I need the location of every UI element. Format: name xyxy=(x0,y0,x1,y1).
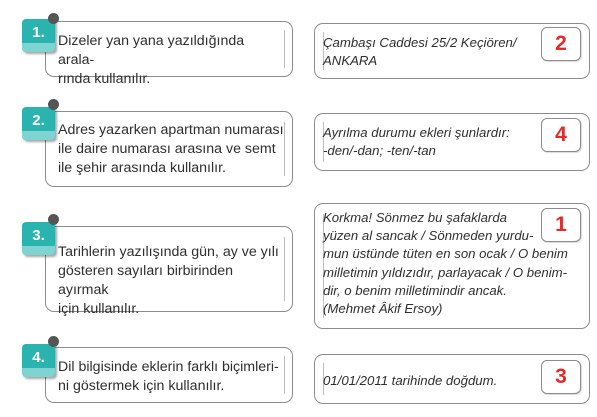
statement-text-2: Adres yazarken apartman numarası ile daire numarası arasına ve semt ile şehir arasında kullanılır. xyxy=(58,122,284,176)
pin-dot-4 xyxy=(48,336,59,347)
statement-card-3 xyxy=(45,226,293,317)
pin-dot-2 xyxy=(48,99,59,110)
example-text-1: Çambaşı Caddesi 25/2 Keçiören/ ANKARA xyxy=(323,35,517,69)
example-text-3: Korkma! Sönmez bu şafaklarda yüzen al sancak / Sönmeden yurdu- mun üstünde tüten en son ocak / O benim milletimin yıldızıdır, parlayacak / O benim- dir, o benim milletimindir ancak. (Mehmet Âkif Ersoy) xyxy=(323,210,568,317)
statement-text-4: Dil bilgisinde eklerin farklı biçimleri- ni göstermek için kullanılır. xyxy=(58,359,279,394)
pin-dot-1 xyxy=(48,13,59,24)
statement-card-2 xyxy=(45,111,293,187)
answer-badge-4: 3 xyxy=(541,360,581,394)
number-tab-3: 3. xyxy=(22,222,55,255)
answer-badge-1: 2 xyxy=(541,27,581,61)
answer-badge-3: 1 xyxy=(541,208,581,242)
statement-divider-1 xyxy=(284,30,285,68)
statement-divider-4 xyxy=(284,356,285,394)
statement-text-1: Dizeler yan yana yazıldığında arala- rında kullanılır. xyxy=(58,33,245,87)
statement-card-1 xyxy=(45,21,293,87)
pin-dot-3 xyxy=(48,214,59,225)
number-tab-1: 1. xyxy=(22,19,55,52)
example-text-2: Ayrılma durumu ekleri şunlardır: -den/-dan; -ten/-tan xyxy=(323,125,510,159)
statement-divider-2 xyxy=(284,122,285,176)
statement-divider-3 xyxy=(284,237,285,301)
number-tab-2: 2. xyxy=(22,107,55,140)
number-tab-4: 4. xyxy=(22,344,55,377)
answer-badge-2: 4 xyxy=(541,118,581,152)
example-text-4: 01/01/2011 tarihinde doğdum. xyxy=(323,373,498,388)
statement-text-3: Tarihlerin yazılışında gün, ay ve yılı gösteren sayıları birbirinden ayırmak için kullanılır. xyxy=(58,244,279,317)
statement-card-4 xyxy=(45,347,293,403)
